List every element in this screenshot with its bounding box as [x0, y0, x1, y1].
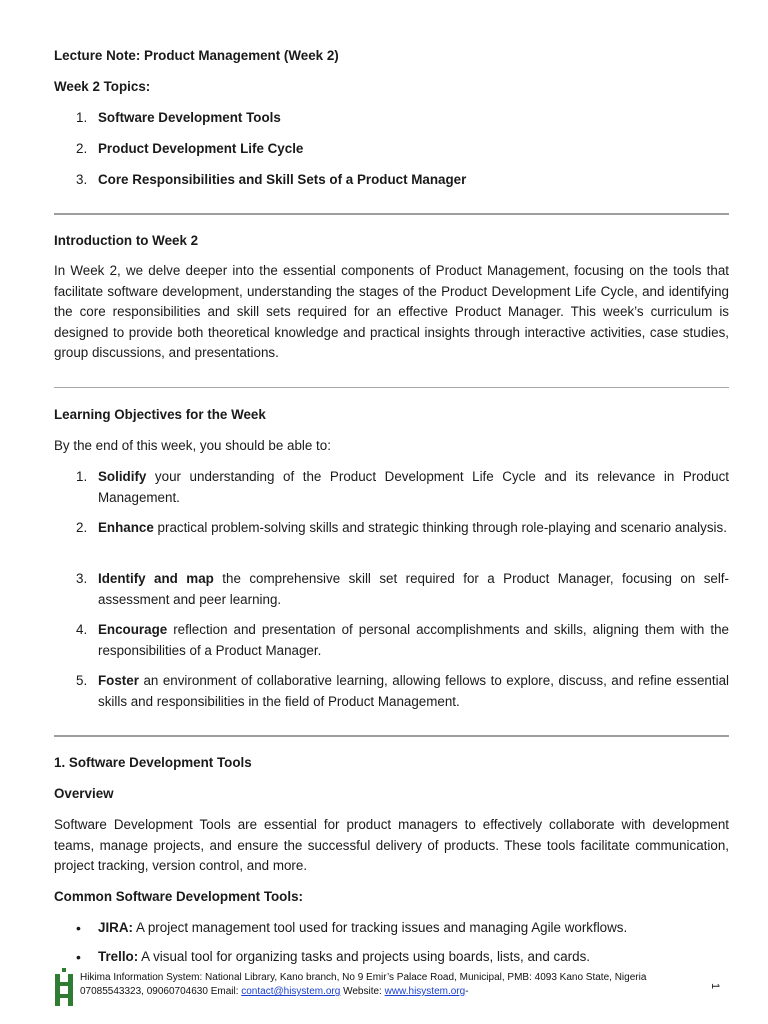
tools-heading: Common Software Development Tools:: [54, 889, 303, 904]
section-divider: [54, 735, 729, 737]
footer-website-label: Website:: [340, 986, 385, 997]
topic-item: Core Responsibilities and Skill Sets of a Product Manager: [98, 172, 467, 187]
page-footer: [54, 968, 744, 1012]
footer-phones: 07085543323, 09060704630 Email:: [80, 986, 242, 997]
list-number: 3.: [76, 571, 88, 586]
list-number: 5.: [76, 673, 88, 688]
list-number: 1.: [76, 469, 88, 484]
hikima-logo-icon: [54, 968, 74, 1008]
email-link[interactable]: contact@hisystem.org: [241, 986, 341, 997]
objective-item: [98, 518, 729, 539]
objective-keyword: Enhance: [98, 520, 154, 535]
overview-paragraph: Software Development Tools are essential for product managers to effectively collaborate with development teams, manage projects, and ensure the successful delivery of products. These tools facilitate communication, project tracking, version control, and more.: [54, 817, 729, 873]
objective-item: [98, 620, 729, 661]
objective-item: [98, 671, 729, 712]
objective-keyword: Solidify: [98, 469, 147, 484]
objective-text: reflection and presentation of personal accomplishments and skills, aligning them with the responsibilities of a Product Manager.: [98, 622, 729, 658]
objective-keyword: Foster: [98, 673, 139, 688]
objective-item: [98, 569, 729, 610]
intro-paragraph: In Week 2, we delve deeper into the essential components of Product Management, focusing on the tools that facilitate software development, understanding the stages of the Product Development Life Cycle, and identifying the core responsibilities and skill sets required for an effective Product Manager. This week’s curriculum is designed to provide both theoretical knowledge and practical insights through interactive activities, case studies, group discussions, and presentations.: [54, 263, 729, 360]
website-link[interactable]: www.hisystem.org: [384, 986, 466, 997]
tool-name: JIRA:: [98, 920, 133, 935]
document-title: Lecture Note: Product Management (Week 2): [54, 48, 339, 63]
objectives-lead: By the end of this week, you should be able to:: [54, 438, 331, 453]
objective-text: the comprehensive skill set required for a Product Manager, focusing on self-assessment and peer learning.: [98, 571, 729, 607]
objective-text: an environment of collaborative learning, allowing fellows to explore, discuss, and refine essential skills and responsibilities in the field of Product Management.: [98, 673, 729, 709]
footer-trail: -: [465, 986, 469, 997]
section-heading: 1. Software Development Tools: [54, 755, 252, 770]
tool-item: [98, 918, 729, 939]
tool-description: A project management tool used for tracking issues and managing Agile workflows.: [132, 920, 628, 935]
list-number: 2.: [76, 141, 88, 156]
tool-name: Trello:: [98, 949, 139, 964]
objective-text: your understanding of the Product Development Life Cycle and its relevance in Product Management.: [98, 469, 729, 505]
topic-item: Software Development Tools: [98, 110, 281, 125]
bullet-icon: •: [76, 949, 81, 965]
objective-text: practical problem-solving skills and strategic thinking through role-playing and scenario analysis.: [153, 520, 727, 535]
list-number: 1.: [76, 110, 88, 125]
overview-heading: Overview: [54, 786, 114, 801]
intro-heading: Introduction to Week 2: [54, 233, 199, 248]
topics-heading: Week 2 Topics:: [54, 79, 151, 94]
page-number: 1: [709, 982, 722, 990]
objective-keyword: Identify and map: [98, 571, 214, 586]
objective-item: [98, 467, 729, 508]
tool-description: A visual tool for organizing tasks and projects using boards, lists, and cards.: [138, 949, 590, 964]
topic-item: Product Development Life Cycle: [98, 141, 304, 156]
section-divider: [54, 213, 729, 215]
tool-item: [98, 947, 729, 968]
footer-address: Hikima Information System: National Library, Kano branch, No 9 Emir’s Palace Road, Municipal, PMB: 4093 Kano State, Nigeria: [80, 972, 647, 983]
list-number: 2.: [76, 520, 88, 535]
footer-text: [80, 971, 646, 999]
list-number: 3.: [76, 172, 88, 187]
list-number: 4.: [76, 622, 88, 637]
section-divider: [54, 387, 729, 388]
bullet-icon: •: [76, 920, 81, 936]
objective-keyword: Encourage: [98, 622, 168, 637]
objectives-heading: Learning Objectives for the Week: [54, 407, 266, 422]
footer-contact: [80, 985, 646, 999]
